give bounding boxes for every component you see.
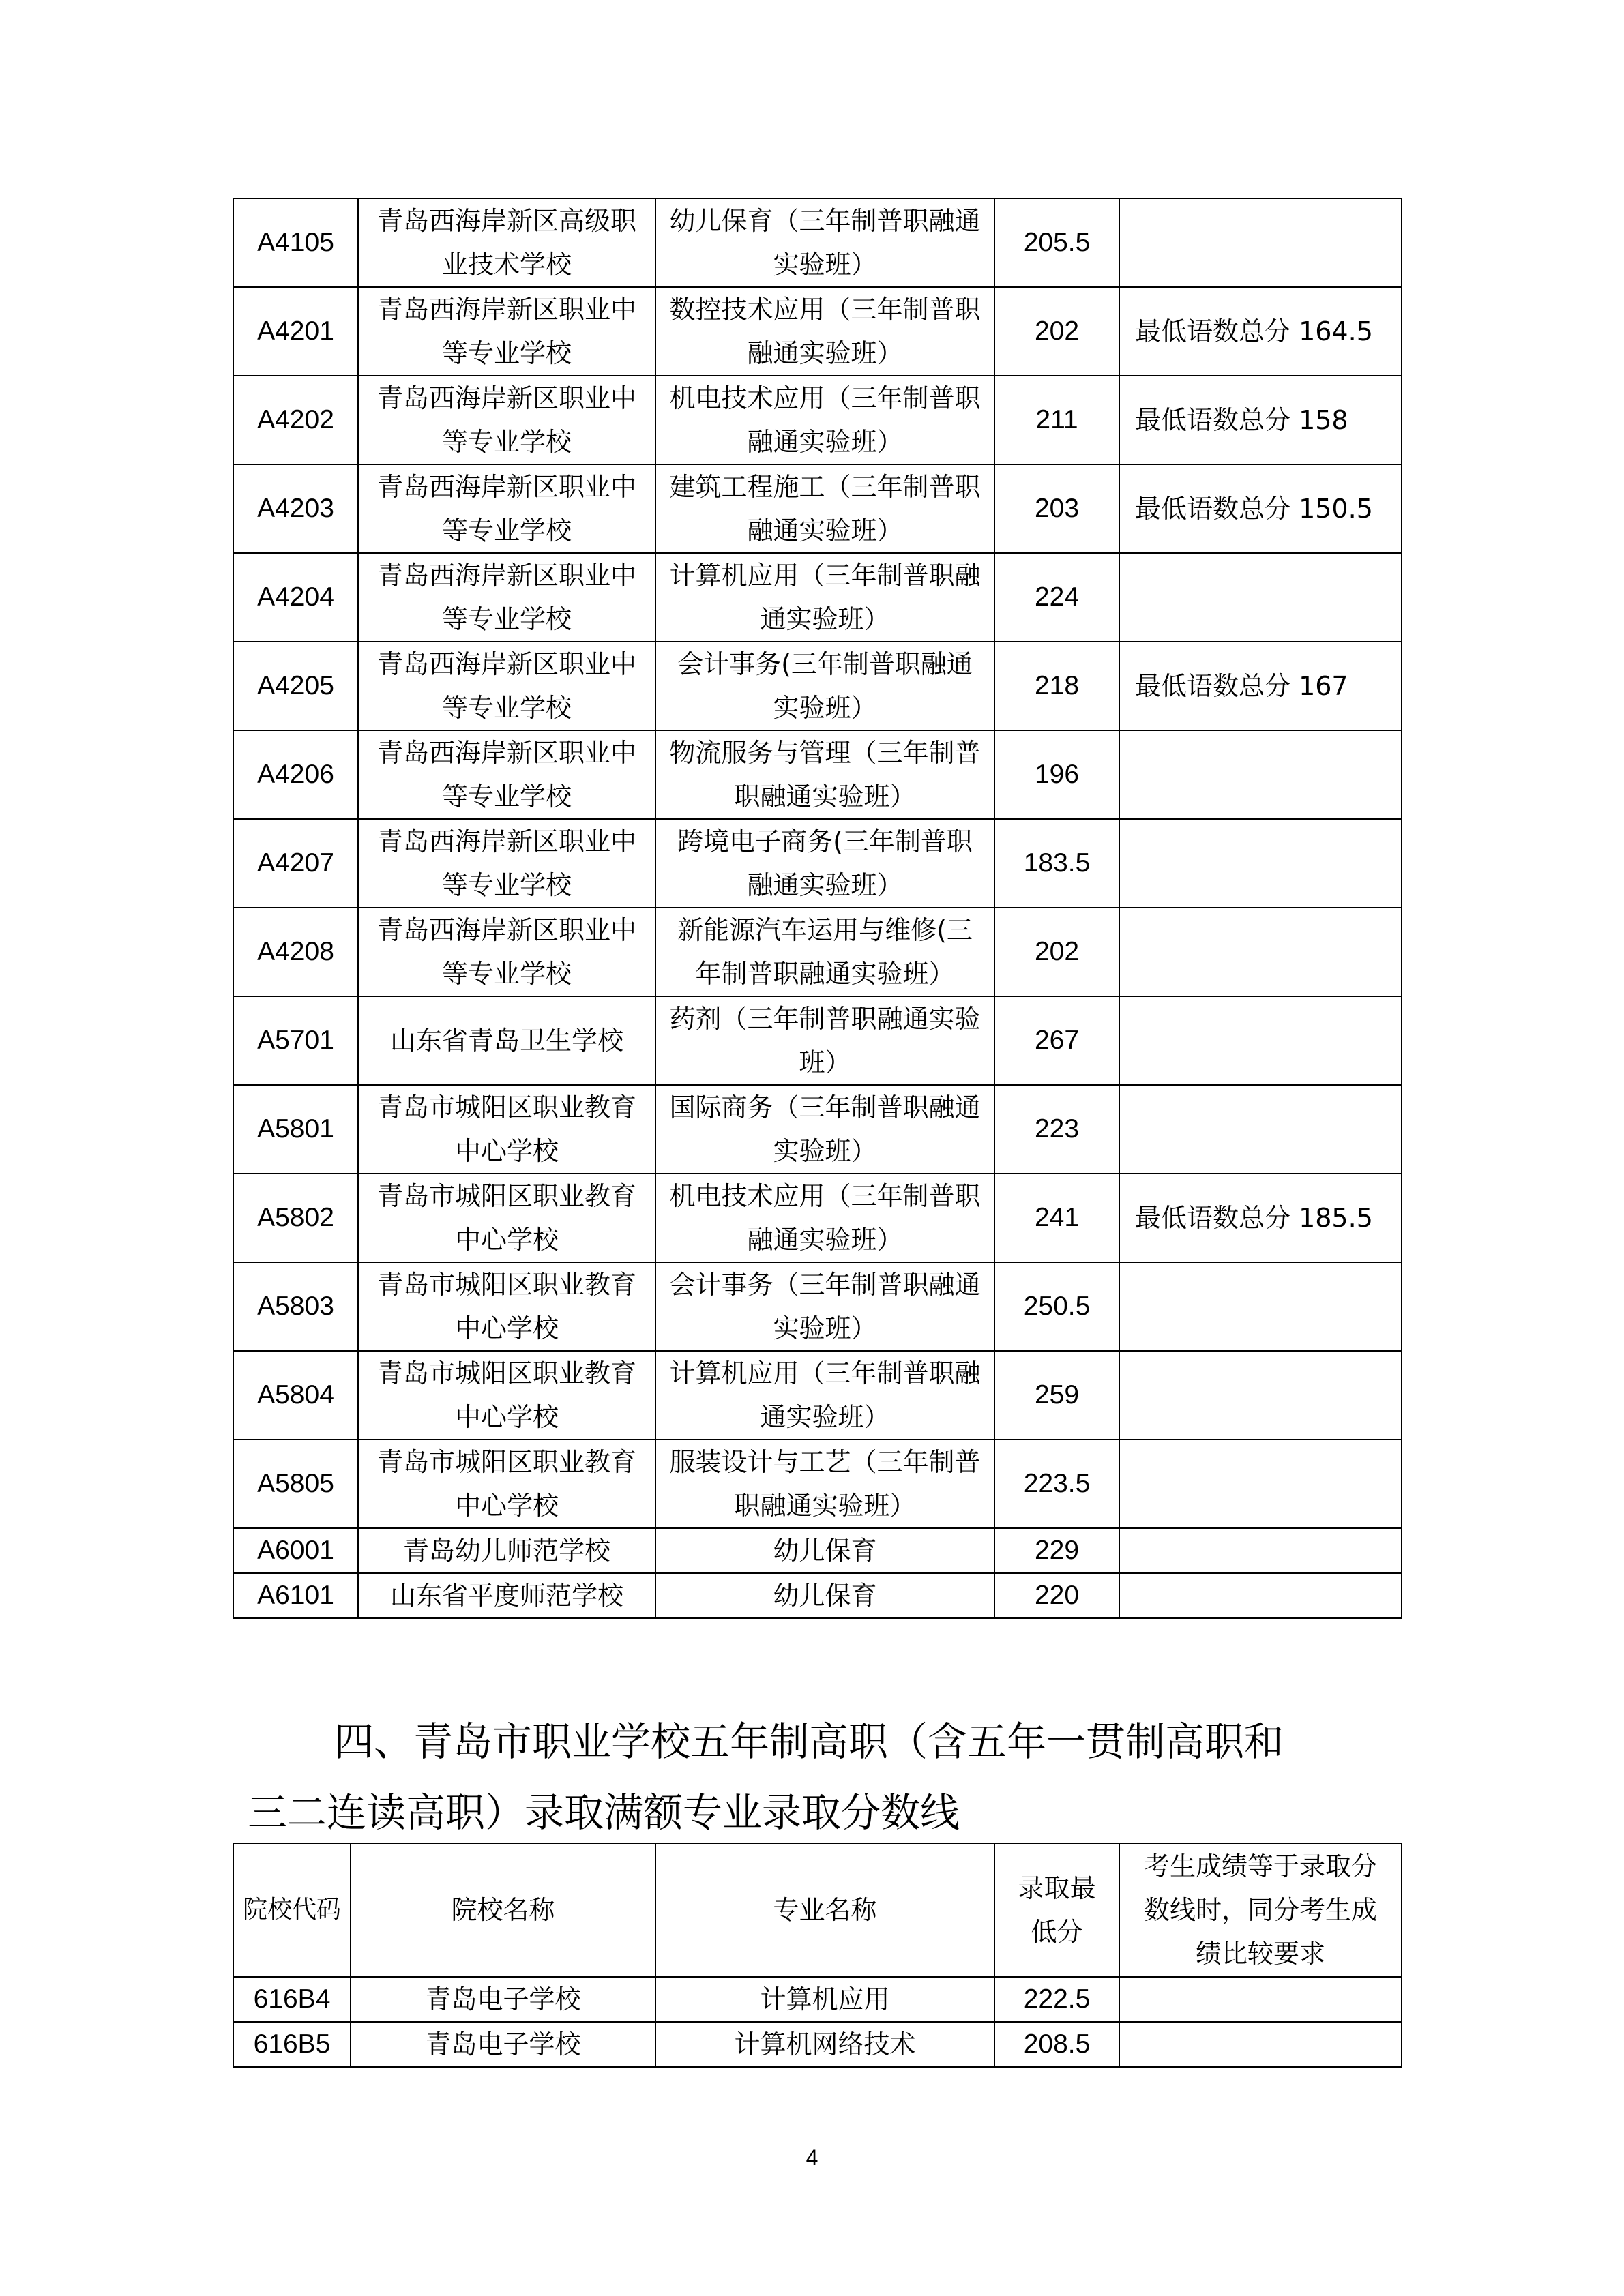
major-name-cell: 机电技术应用（三年制普职融通实验班） bbox=[655, 376, 994, 464]
school-name-cell: 青岛西海岸新区职业中等专业学校 bbox=[358, 376, 655, 464]
major-name-cell: 机电技术应用（三年制普职融通实验班） bbox=[655, 1174, 994, 1262]
tiebreak-note-cell bbox=[1119, 198, 1402, 287]
min-score-cell: 267 bbox=[994, 996, 1119, 1085]
school-name-cell: 青岛西海岸新区职业中等专业学校 bbox=[358, 730, 655, 819]
major-name-cell: 药剂（三年制普职融通实验班） bbox=[655, 996, 994, 1085]
school-code-cell: A4202 bbox=[233, 376, 358, 464]
min-score-cell: 224 bbox=[994, 553, 1119, 642]
tiebreak-note-cell bbox=[1119, 1351, 1402, 1440]
table-row bbox=[233, 1174, 1402, 1262]
school-code-cell: A5801 bbox=[233, 1085, 358, 1174]
table-row bbox=[233, 376, 1402, 464]
table-row bbox=[233, 553, 1402, 642]
school-code-cell: A5701 bbox=[233, 996, 358, 1085]
table-header-row bbox=[233, 1843, 1402, 1977]
school-code-cell: A5804 bbox=[233, 1351, 358, 1440]
table-row bbox=[233, 1262, 1402, 1351]
tiebreak-note-cell bbox=[1119, 819, 1402, 908]
min-score-cell: 183.5 bbox=[994, 819, 1119, 908]
school-name-cell: 青岛西海岸新区职业中等专业学校 bbox=[358, 819, 655, 908]
school-name-cell: 青岛西海岸新区职业中等专业学校 bbox=[358, 908, 655, 996]
table-row bbox=[233, 2022, 1402, 2067]
min-score-cell: 250.5 bbox=[994, 1262, 1119, 1351]
admission-scores-table bbox=[233, 198, 1402, 1619]
header-school-code: 院校代码 bbox=[233, 1843, 351, 1977]
min-score-cell: 196 bbox=[994, 730, 1119, 819]
school-name-cell: 青岛电子学校 bbox=[351, 2022, 655, 2067]
five-year-admission-table bbox=[233, 1843, 1402, 2068]
tiebreak-note-cell bbox=[1119, 908, 1402, 996]
table-row bbox=[233, 464, 1402, 553]
major-name-cell: 新能源汽车运用与维修(三年制普职融通实验班） bbox=[655, 908, 994, 996]
min-score-cell: 205.5 bbox=[994, 198, 1119, 287]
tiebreak-note-cell bbox=[1119, 1085, 1402, 1174]
major-name-cell: 国际商务（三年制普职融通实验班） bbox=[655, 1085, 994, 1174]
tiebreak-note-cell bbox=[1119, 553, 1402, 642]
table-row bbox=[233, 730, 1402, 819]
tiebreak-note-cell bbox=[1119, 1528, 1402, 1573]
min-score-cell: 202 bbox=[994, 287, 1119, 376]
min-score-cell: 222.5 bbox=[994, 1977, 1119, 2022]
table-row bbox=[233, 1977, 1402, 2022]
tiebreak-note-cell: 最低语数总分 150.5 bbox=[1119, 464, 1402, 553]
school-name-cell: 青岛西海岸新区职业中等专业学校 bbox=[358, 553, 655, 642]
school-name-cell: 青岛西海岸新区职业中等专业学校 bbox=[358, 287, 655, 376]
school-code-cell: 616B5 bbox=[233, 2022, 351, 2067]
tiebreak-note-cell: 最低语数总分 167 bbox=[1119, 642, 1402, 730]
tiebreak-note-cell bbox=[1119, 1262, 1402, 1351]
tiebreak-note-cell: 最低语数总分 158 bbox=[1119, 376, 1402, 464]
tiebreak-note-cell bbox=[1119, 996, 1402, 1085]
major-name-cell: 幼儿保育 bbox=[655, 1573, 994, 1618]
major-name-cell: 服装设计与工艺（三年制普职融通实验班） bbox=[655, 1440, 994, 1528]
school-code-cell: A6101 bbox=[233, 1573, 358, 1618]
header-school-name: 院校名称 bbox=[351, 1843, 655, 1977]
school-name-cell: 青岛西海岸新区高级职业技术学校 bbox=[358, 198, 655, 287]
school-code-cell: 616B4 bbox=[233, 1977, 351, 2022]
section-heading-line-2: 三二连读高职）录取满额专业录取分数线 bbox=[248, 1789, 960, 1836]
min-score-cell: 223 bbox=[994, 1085, 1119, 1174]
school-name-cell: 青岛电子学校 bbox=[351, 1977, 655, 2022]
min-score-cell: 229 bbox=[994, 1528, 1119, 1573]
min-score-cell: 208.5 bbox=[994, 2022, 1119, 2067]
table-row bbox=[233, 287, 1402, 376]
five-year-admission-body bbox=[233, 1843, 1402, 2067]
min-score-cell: 241 bbox=[994, 1174, 1119, 1262]
major-name-cell: 建筑工程施工（三年制普职融通实验班） bbox=[655, 464, 994, 553]
school-code-cell: A4207 bbox=[233, 819, 358, 908]
tiebreak-note-cell: 最低语数总分 185.5 bbox=[1119, 1174, 1402, 1262]
min-score-cell: 203 bbox=[994, 464, 1119, 553]
admission-scores-body bbox=[233, 198, 1402, 1618]
school-code-cell: A5805 bbox=[233, 1440, 358, 1528]
table-row bbox=[233, 1528, 1402, 1573]
min-score-cell: 218 bbox=[994, 642, 1119, 730]
table-row bbox=[233, 1351, 1402, 1440]
school-code-cell: A4201 bbox=[233, 287, 358, 376]
major-name-cell: 数控技术应用（三年制普职融通实验班） bbox=[655, 287, 994, 376]
tiebreak-note-cell: 最低语数总分 164.5 bbox=[1119, 287, 1402, 376]
school-name-cell: 青岛市城阳区职业教育中心学校 bbox=[358, 1351, 655, 1440]
min-score-cell: 259 bbox=[994, 1351, 1119, 1440]
table-row bbox=[233, 1440, 1402, 1528]
major-name-cell: 物流服务与管理（三年制普职融通实验班） bbox=[655, 730, 994, 819]
school-code-cell: A5803 bbox=[233, 1262, 358, 1351]
tiebreak-note-cell bbox=[1119, 1977, 1402, 2022]
school-code-cell: A4203 bbox=[233, 464, 358, 553]
school-name-cell: 青岛市城阳区职业教育中心学校 bbox=[358, 1262, 655, 1351]
school-name-cell: 青岛幼儿师范学校 bbox=[358, 1528, 655, 1573]
major-name-cell: 计算机应用（三年制普职融通实验班） bbox=[655, 553, 994, 642]
table-row bbox=[233, 996, 1402, 1085]
school-name-cell: 山东省青岛卫生学校 bbox=[358, 996, 655, 1085]
table-row bbox=[233, 198, 1402, 287]
table-row bbox=[233, 1573, 1402, 1618]
school-code-cell: A4206 bbox=[233, 730, 358, 819]
tiebreak-note-cell bbox=[1119, 2022, 1402, 2067]
header-min-score: 录取最低分 bbox=[994, 1843, 1119, 1977]
school-name-cell: 山东省平度师范学校 bbox=[358, 1573, 655, 1618]
table-row bbox=[233, 819, 1402, 908]
school-code-cell: A6001 bbox=[233, 1528, 358, 1573]
school-name-cell: 青岛市城阳区职业教育中心学校 bbox=[358, 1085, 655, 1174]
tiebreak-note-cell bbox=[1119, 730, 1402, 819]
page-number: 4 bbox=[806, 2145, 818, 2170]
header-tiebreak-rule: 考生成绩等于录取分数线时，同分考生成绩比较要求 bbox=[1119, 1843, 1402, 1977]
tiebreak-note-cell bbox=[1119, 1440, 1402, 1528]
school-name-cell: 青岛西海岸新区职业中等专业学校 bbox=[358, 464, 655, 553]
school-code-cell: A4105 bbox=[233, 198, 358, 287]
min-score-cell: 202 bbox=[994, 908, 1119, 996]
header-major-name: 专业名称 bbox=[655, 1843, 994, 1977]
major-name-cell: 幼儿保育 bbox=[655, 1528, 994, 1573]
major-name-cell: 会计事务(三年制普职融通实验班） bbox=[655, 642, 994, 730]
school-code-cell: A4208 bbox=[233, 908, 358, 996]
school-code-cell: A5802 bbox=[233, 1174, 358, 1262]
table-row bbox=[233, 642, 1402, 730]
section-heading-line-1: 四、青岛市职业学校五年制高职（含五年一贯制高职和 bbox=[334, 1718, 1284, 1765]
major-name-cell: 计算机应用 bbox=[655, 1977, 994, 2022]
min-score-cell: 223.5 bbox=[994, 1440, 1119, 1528]
school-name-cell: 青岛市城阳区职业教育中心学校 bbox=[358, 1440, 655, 1528]
major-name-cell: 幼儿保育（三年制普职融通实验班） bbox=[655, 198, 994, 287]
tiebreak-note-cell bbox=[1119, 1573, 1402, 1618]
min-score-cell: 220 bbox=[994, 1573, 1119, 1618]
major-name-cell: 跨境电子商务(三年制普职融通实验班） bbox=[655, 819, 994, 908]
major-name-cell: 计算机应用（三年制普职融通实验班） bbox=[655, 1351, 994, 1440]
table-row bbox=[233, 908, 1402, 996]
school-name-cell: 青岛市城阳区职业教育中心学校 bbox=[358, 1174, 655, 1262]
school-name-cell: 青岛西海岸新区职业中等专业学校 bbox=[358, 642, 655, 730]
school-code-cell: A4204 bbox=[233, 553, 358, 642]
major-name-cell: 会计事务（三年制普职融通实验班） bbox=[655, 1262, 994, 1351]
major-name-cell: 计算机网络技术 bbox=[655, 2022, 994, 2067]
school-code-cell: A4205 bbox=[233, 642, 358, 730]
table-row bbox=[233, 1085, 1402, 1174]
min-score-cell: 211 bbox=[994, 376, 1119, 464]
